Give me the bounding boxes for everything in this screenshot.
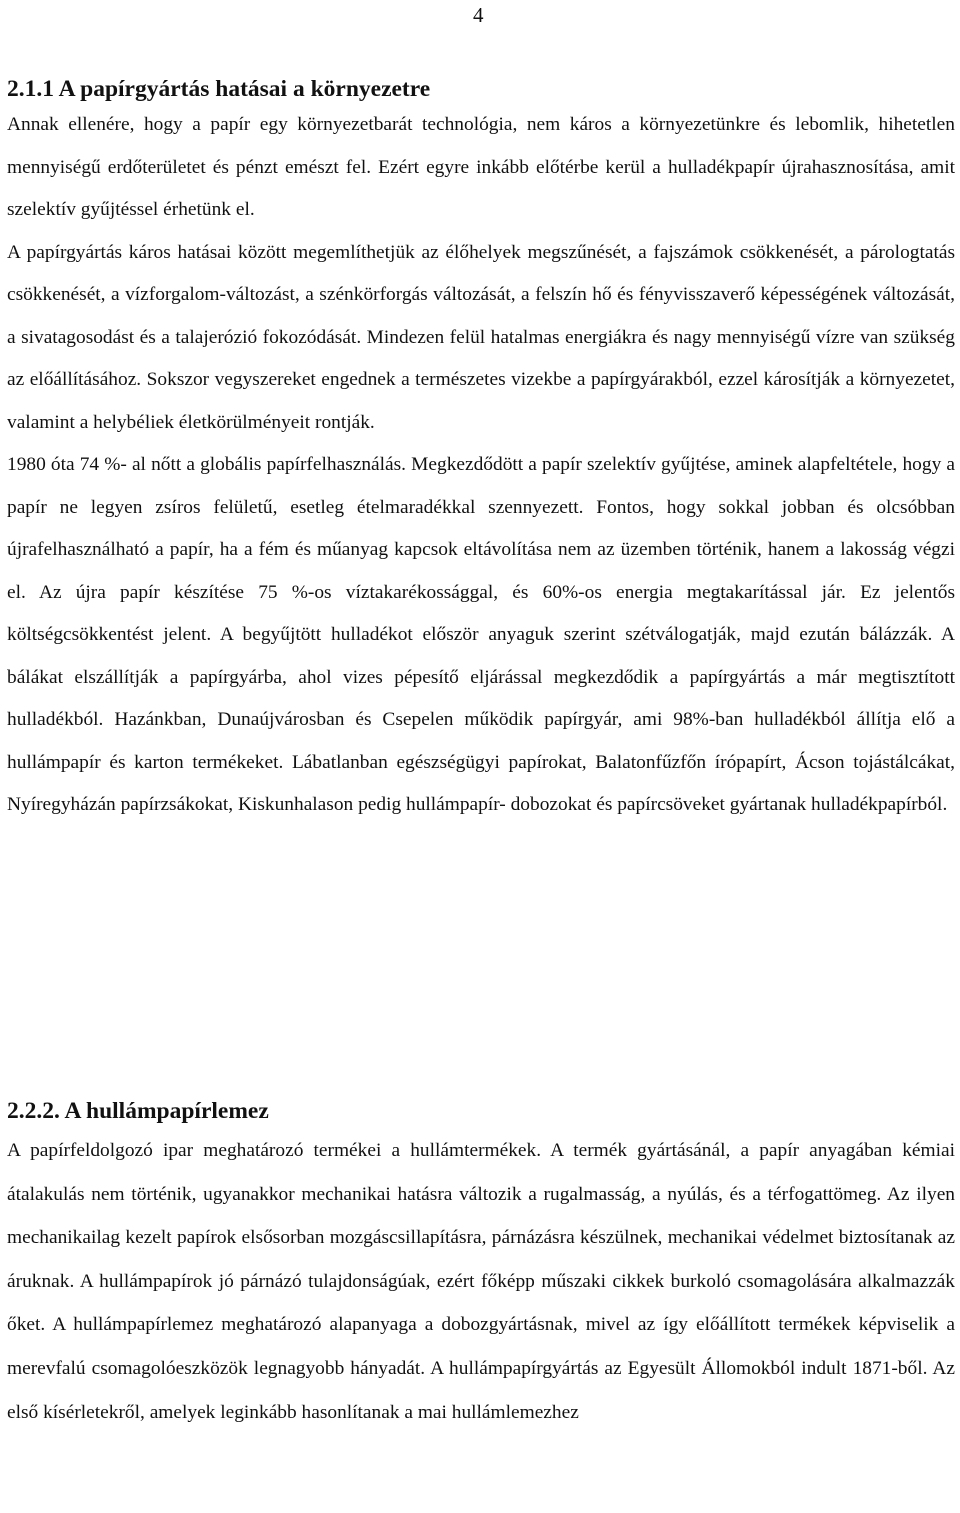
section-heading: 2.2.2. A hullámpapírlemez <box>7 1098 269 1124</box>
section-heading: 2.1.1 A papírgyártás hatásai a környezetre <box>7 76 431 102</box>
paragraph-intro: Annak ellenére, hogy a papír egy környezetbarát technológia, nem káros a környezetünkre és lebomlik, hihetetlen mennyiségű erdőterületet és pénzt emészt fel. Ezért egyre inkább előtérbe kerül a hulladékpapír újrahasznosítása, amit szelektív gyűjtéssel érhetünk el. <box>7 114 955 220</box>
paragraph-corrugated: A papírfeldolgozó ipar meghatározó termékei a hullámtermékek. A termék gyártásánál, a papír anyagában kémiai átalakulás nem történik, ugyanakkor mechanikai hatásra változik a rugalmasság, a nyúlás, és a térfogattömeg. Az ilyen mechanikailag kezelt papírok elsősorban mozgáscsillapításra, párnázásra készülnek, mechanikai védelmet biztosítanak az áruknak. A hullámpapírok jó párnázó tulajdonságúak, ezért főképp műszaki cikkek burkoló csomagolására alkalmazzák őket. A hullámpapírlemez meghatározó alapanyaga a dobozgyártásnak, mivel az így előállított termékek képviselik a merevfalú csomagolóeszközök legnagyobb hányadát. A hullámpapírgyártás az Egyesült Állomokból indult 1871-ből. Az első kísérletekről, amelyek leginkább hasonlítanak a mai hullámlemezhez <box>7 1140 955 1423</box>
section-body <box>7 104 955 827</box>
section-body <box>7 1129 955 1434</box>
paragraph-recycling: 1980 óta 74 %- al nőtt a globális papírfelhasználás. Megkezdődött a papír szelektív gyűjtése, aminek alapfeltétele, hogy a papír ne legyen zsíros felületű, esetleg ételmaradékkal szennyezett. Fontos, hogy sokkal jobban és olcsóbban újrafelhasználható a papír, ha a fém és műanyag kapcsok eltávolítása nem az üzemben történik, hanem a lakosság végzi el. Az újra papír készítése 75 %-os víztakarékossággal, és 60%-os energia megtakarítással jár. Ez jelentős költségcsökkentést jelent. A begyűjtött hulladékot először anyaguk szerint szétválogatják, majd ezután bálázzák. A bálákat elszállítják a papírgyárba, ahol vizes pépesítő eljárással megkezdődik a papírgyártás a már megtisztított hulladékból. Hazánkban, Dunaújvárosban és Csepelen működik papírgyár, ami 98%-ban hulladékból állítja elő a hullámpapír és karton termékeket. Lábatlanban egészségügyi papírokat, Balatonfűzfőn írópapírt, Ácson tojástálcákat, Nyíregyházán papírzsákokat, Kiskunhalason pedig hullámpapír- dobozokat és papírcsöveket gyártanak hulladékpapírból. <box>7 454 955 815</box>
page-number: 4 <box>473 3 484 27</box>
paragraph-harmful-effects: A papírgyártás káros hatásai között megemlíthetjük az élőhelyek megszűnését, a fajszámok csökkenését, a párologtatás csökkenését, a vízforgalom-változást, a szénkörforgás változását, a felszín hő és fényvisszaverő képességének változását, a sivatagosodást és a talajerózió fokozódását. Mindezen felül hatalmas energiákra és nagy mennyiségű vízre van szükség az előállításához. Sokszor vegyszereket engednek a természetes vizekbe a papírgyárakból, ezzel károsítják a környezetet, valamint a helybéliek életkörülményeit rontják. <box>7 241 955 433</box>
